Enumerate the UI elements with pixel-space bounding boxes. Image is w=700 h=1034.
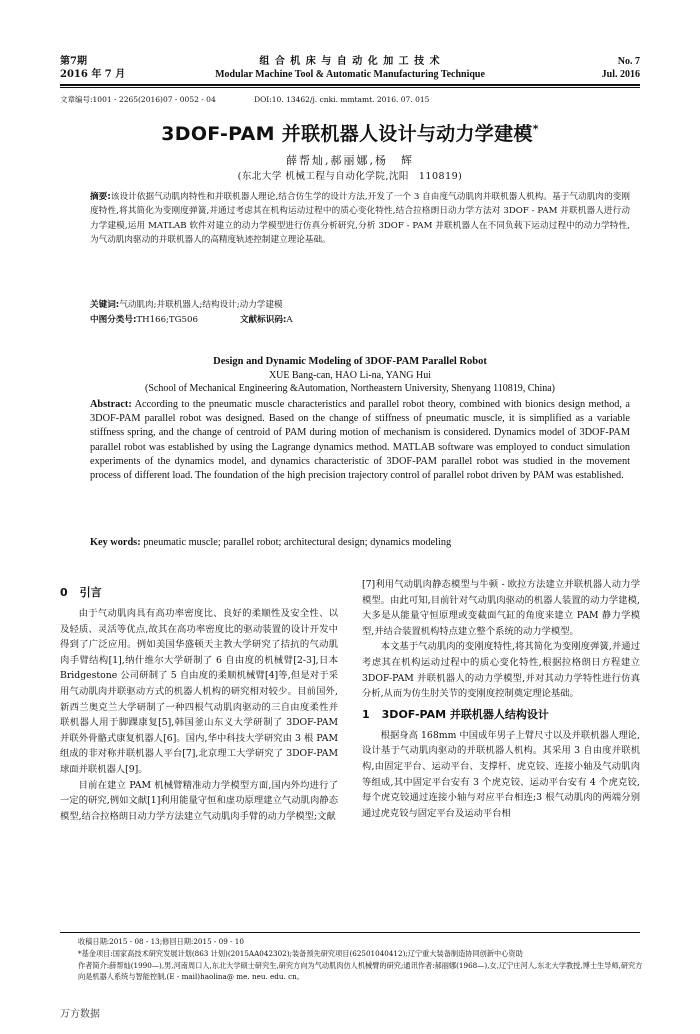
article-meta [60, 95, 640, 105]
footnote-received: 收稿日期:2015 - 08 - 13;修回日期:2015 - 09 - 10 [78, 937, 244, 946]
header-rule-thin [60, 87, 640, 88]
english-affiliation: (School of Mechanical Engineering &Automation, Northeastern University, Shenyang 110819, China) [145, 383, 555, 394]
english-keywords [90, 536, 630, 550]
watermark: 万方数据 [60, 1009, 100, 1020]
footnote-bio: 作者简介:薛帮灿(1990—),男,河南周口人,东北大学硕士研究生,研究方向为气动肌肉仿人机械臂的研究;通讯作者:郝丽娜(1968—),女,辽宁庄河人,东北大学教授,博士生导师,研究方向是机器人系统与智能控制,(E - mail)haolina@ me. neu. edu. cn。 [78, 961, 643, 981]
english-keywords-label: Key words: [90, 537, 141, 548]
header-journal-cn: 组 合 机 床 与 自 动 化 加 工 技 术 [259, 56, 441, 67]
footnote-rule [60, 932, 640, 933]
english-abstract [90, 398, 630, 483]
abstract-cn-text: 该设计依据气动肌肉特性和并联机器人理论,结合仿生学的设计方法,开发了一个 3 自由度气动肌肉并联机器人机构。基于气动肌肉的变刚度特性,将其简化为变刚度弹簧,并通过考虑其在机构运动过程中的质心变化特性,结合拉格朗日动力学方法对 3DOF - PAM 并联机器人进行动力学建模,运用 MATLAB 软件对建立的动力学模型进行仿真分析研究,分析 3DOF - PAM 并联机器人在不同负载下运动过程中的动力学特性,为气动肌肉驱动的并联机器人的高精度轨迹控制建立理论基础。 [90, 192, 631, 245]
authors-cn: 薛帮灿,郝丽娜,杨 辉 [286, 154, 414, 167]
paragraph: 根据身高 168mm 中国成年男子上臂尺寸以及并联机器人理论,设计基于气动肌肉驱动的并联机器人机构。其采用 3 自由度并联机构,由固定平台、运动平台、支撑杆、虎克铰、连接小轴及气动肌肉等组成,其中固定平台安有 3 个虎克铰、运动平台安有 4 个虎克铰,每个虎克铰通过连接小轴与对应平台相连;3 根气动肌肉的两端分别通过虎克铰与固定平台及运动平台相 [362, 729, 640, 819]
doc-code-label: 文献标识码: [239, 315, 287, 325]
english-keywords-text: pneumatic muscle; parallel robot; architectural design; dynamics modeling [143, 537, 452, 548]
body-left-column [60, 580, 338, 824]
section-0-heading [60, 582, 338, 604]
title-footnote-mark: * [532, 122, 539, 136]
keywords-cn-label: 关键词: [90, 300, 120, 310]
paragraph: [7]利用气动肌肉静态模型与牛顿 - 欧拉方法建立并联机器人动力学模型。由此可知,目前针对气动肌肉驱动的机器人装置的动力学建模,大多是从能量守恒原理或变截面气缸的角度来建立 PAM 静力学模型,并结合装置机构特点建立整个系统的动力学模型。 [362, 579, 640, 637]
abstract-cn-label: 摘要: [90, 192, 111, 202]
header-issue-cn: 第7期 [60, 56, 87, 67]
header-rule [60, 84, 640, 86]
article-number: 文章编号:1001 - 2265(2016)07 - 0052 - 04 [60, 95, 216, 104]
section-1-title: 3DOF-PAM 并联机器人结构设计 [381, 707, 549, 721]
doi: DOI:10. 13462/j. cnki. mmtamt. 2016. 07. 015 [254, 95, 430, 104]
affiliation-cn: (东北大学 机械工程与自动化学院,沈阳 110819) [237, 171, 463, 182]
keywords-cn [90, 298, 630, 312]
page-title [60, 119, 640, 146]
paragraph: 本文基于气动肌肉的变刚度特性,将其简化为变刚度弹簧,并通过考虑其在机构运动过程中的质心变化特性,根据拉格朗日方程建立 3DOF-PAM 并联机器人的动力学模型,并对其动力学特性进行仿真分析,从而为仿生肘关节的变刚度控制奠定理论基础。 [362, 641, 640, 700]
header-date-en: Jul. 2016 [601, 69, 640, 80]
paragraph: 目前在建立 PAM 机械臂精准动力学模型方面,国内外均进行了一定的研究,例如文献[1]利用能量守恒和虚功原理建立气动肌肉静态模型,结合拉格朗日动力学方法建立气动肌肉手臂的动力学模型;文献 [60, 779, 338, 822]
english-abstract-label: Abstract: [90, 399, 132, 410]
body-right-column [362, 577, 640, 821]
title-text: 3DOF-PAM 并联机器人设计与动力学建模 [161, 123, 533, 145]
header-issue-en: No. 7 [617, 56, 640, 67]
footnote-fund: *基金项目:国家高技术研究发展计划(863 计划)(2015AA042302);装备预先研究项目(62501040412);辽宁重大装备制造协同创新中心资助 [78, 949, 523, 958]
classification [90, 313, 630, 327]
clc-value: TH166;TG506 [136, 315, 198, 325]
header-journal-en: Modular Machine Tool & Automatic Manufacturing Technique [215, 69, 485, 80]
clc-label: 中图分类号: [90, 315, 137, 325]
header-date-cn: 2016 年 7 月 [60, 69, 126, 80]
english-abstract-text: According to the pneumatic muscle characteristics and parallel robot theory, combined with bionics design method, a 3DOF-PAM parallel robot was designed. Based on the change of stiffness of pneumatic muscle, it is simplified as a variable stiffness spring, and the change of centroid of PAM during motion of mechanism is considered. Dynamics model of 3DOF-PAM parallel robot was established by using the Lagrange dynamics method. MATLAB software was employed to conduct simulation experiments of the dynamics model, and dynamics characteristic of 3DOF-PAM parallel robot was studied in the movement process of different load. The foundation of the high precision trajectory control of parallel robot driven by PAM was established. [90, 399, 630, 482]
abstract-cn [90, 190, 630, 247]
keywords-cn-text: 气动肌肉;并联机器人;结构设计;动力学建模 [119, 300, 283, 310]
english-authors: XUE Bang-can, HAO Li-na, YANG Hui [268, 370, 432, 381]
english-title: Design and Dynamic Modeling of 3DOF-PAM Parallel Robot [213, 356, 487, 367]
section-0-title: 引言 [79, 586, 102, 599]
section-1-heading [362, 704, 640, 726]
section-0-number: 0 [60, 586, 68, 599]
paragraph: 由于气动肌肉具有高功率密度比、良好的柔顺性及安全性、以及轻质、灵活等优点,故其在高功率密度比的驱动装置的设计开发中得到了广泛应用。例如美国华盛顿天主教大学研究了拮抗的气动肌肉手臂结构[1],纳什维尔大学研制了 6 自由度的机械臂[2-3],日本 Bridgestone 公司研制了 5 自由度的柔顺机械臂[4]等,但是对于采用气动肌肉并联驱动方式的机器人机构的研究相对较少。目前国外,新西兰奥克兰大学研制了一种四根气动肌肉驱动的三自由度柔性并联机器人用于脚踝康复[5],韩国釜山东义大学研制了 3DOF-PAM 并联外骨骼式康复机器人[6]。国内,华中科技大学研究由 3 根 PAM 组成的非对称并联机器人平台[7],北京理工大学研究了 3DOF-PAM 球面并联机器人[9]。 [60, 608, 338, 775]
doc-code-value: A [286, 315, 293, 325]
section-1-number: 1 [362, 707, 370, 721]
